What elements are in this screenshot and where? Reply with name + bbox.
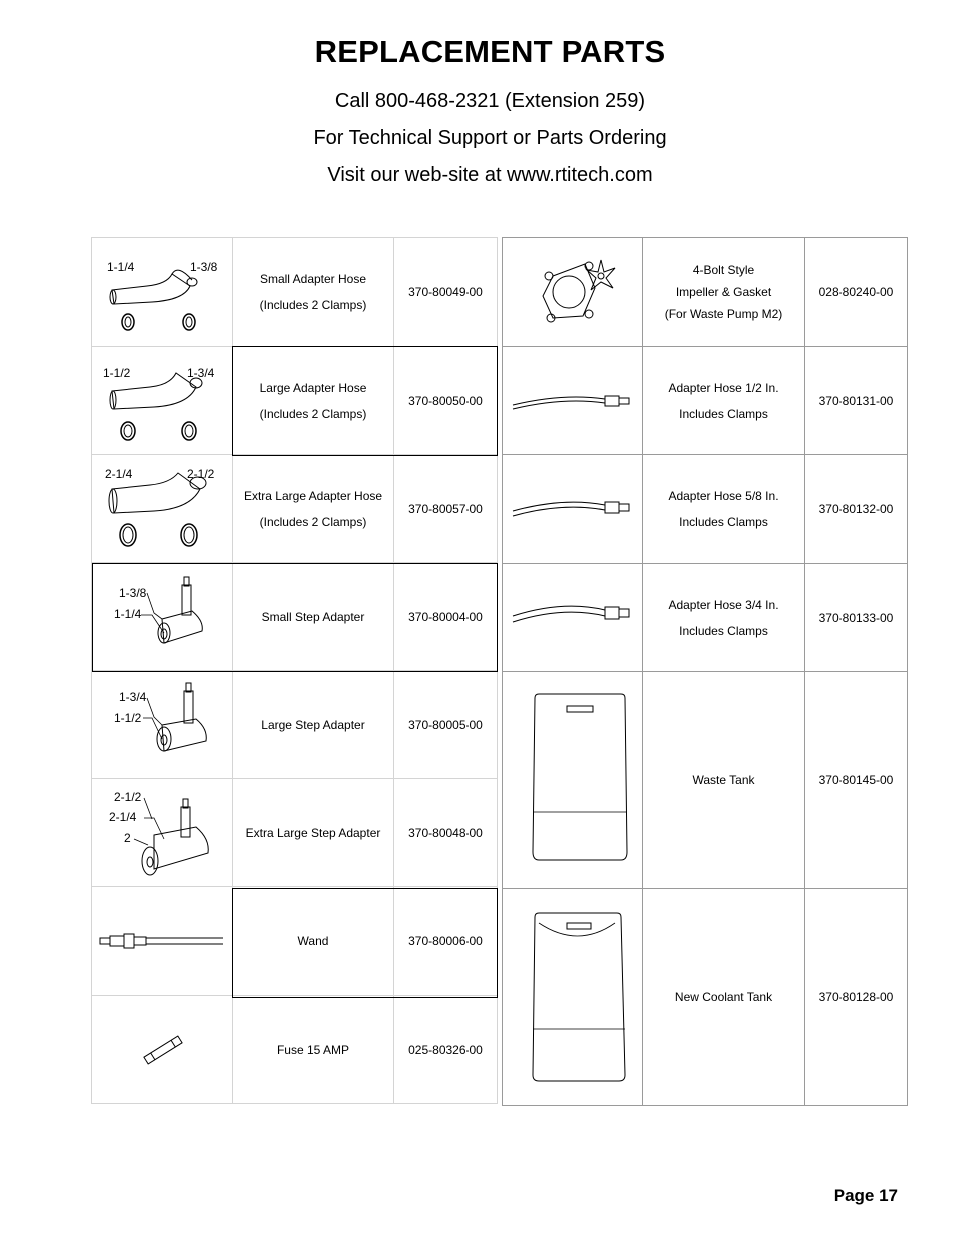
- table-row: [92, 347, 498, 455]
- size-label: 2-1/2: [187, 467, 215, 481]
- wand-icon: [92, 887, 233, 996]
- part-description-note: Impeller & Gasket: [675, 285, 772, 299]
- table-row: [92, 563, 498, 671]
- part-description: Fuse 15 AMP: [233, 996, 394, 1104]
- small-step-adapter-image: [92, 563, 233, 671]
- part-description-note: (Includes 2 Clamps): [259, 298, 367, 312]
- fuse-image: [92, 996, 233, 1104]
- tank-icon: [503, 672, 643, 889]
- table-row: [92, 779, 498, 887]
- fuse-icon: [92, 996, 233, 1104]
- part-description-note: (For Waste Pump M2): [664, 307, 783, 321]
- size-label: 1-1/4: [114, 607, 142, 621]
- elbow-hose-icon: [92, 347, 233, 455]
- small-adapter-hose-image: [92, 238, 233, 347]
- part-description: New Coolant Tank: [643, 889, 805, 1106]
- part-number: 370-80145-00: [805, 672, 908, 889]
- part-number: 370-80004-00: [394, 563, 498, 671]
- size-label: 2: [124, 831, 131, 845]
- table-row: [92, 455, 498, 563]
- size-label: 2-1/2: [114, 790, 142, 804]
- elbow-hose-icon: [92, 455, 233, 563]
- table-row: [503, 347, 908, 455]
- part-description: Adapter Hose 1/2 In.: [668, 380, 779, 395]
- tank-icon: [503, 889, 643, 1106]
- adapter-hose-three-quarter-image: [503, 564, 643, 672]
- table-row: [92, 238, 498, 347]
- part-description: Large Step Adapter: [233, 671, 394, 779]
- part-number: 370-80133-00: [805, 564, 908, 672]
- part-description-note: Includes Clamps: [679, 515, 768, 529]
- phone-line: Call 800-468-2321 (Extension 259): [334, 90, 646, 112]
- impeller-gasket-icon: [503, 238, 643, 347]
- page-number: Page 17: [833, 1186, 898, 1205]
- size-label: 1-3/8: [190, 260, 218, 274]
- part-description: Adapter Hose 5/8 In.: [668, 489, 779, 503]
- size-label: 1-1/2: [114, 711, 142, 725]
- adapter-hose-icon: [503, 347, 643, 455]
- table-row: [503, 455, 908, 564]
- part-number: 370-80132-00: [805, 455, 908, 564]
- part-number: 370-80049-00: [394, 238, 498, 347]
- part-description-note: (Includes 2 Clamps): [259, 406, 367, 421]
- wand-image: [92, 887, 233, 996]
- part-number: 370-80006-00: [394, 887, 498, 996]
- part-description: Small Step Adapter: [233, 563, 394, 671]
- large-step-adapter-image: [92, 671, 233, 779]
- step-adapter-icon: [92, 779, 233, 887]
- part-description: Large Adapter Hose: [259, 380, 367, 395]
- part-number: 370-80005-00: [394, 671, 498, 779]
- table-row: [503, 564, 908, 672]
- table-row: [92, 887, 498, 996]
- size-label: 2-1/4: [105, 467, 133, 481]
- part-description-note: Includes Clamps: [679, 406, 768, 421]
- part-description: Waste Tank: [643, 672, 805, 889]
- part-description-note: (Includes 2 Clamps): [259, 514, 367, 529]
- size-label: 1-1/2: [103, 366, 131, 380]
- size-label: 1-3/4: [119, 690, 147, 704]
- size-label: 1-3/4: [187, 366, 215, 380]
- adapter-hose-five-eighths-image: [503, 455, 643, 564]
- table-row: [92, 996, 498, 1104]
- part-description: Adapter Hose 3/4 In.: [668, 597, 779, 612]
- adapter-hose-icon: [503, 455, 643, 564]
- part-description: Wand: [233, 887, 394, 996]
- adapter-hose-half-image: [503, 347, 643, 455]
- left-parts-table: [91, 237, 498, 1104]
- extra-large-step-adapter-image: [92, 779, 233, 887]
- size-label: 2-1/4: [109, 810, 137, 824]
- website-line: Visit our web-site at www.rtitech.com: [327, 164, 653, 186]
- extra-large-adapter-hose-image: [92, 455, 233, 563]
- step-adapter-icon: [92, 563, 233, 671]
- part-description-note: Includes Clamps: [679, 623, 768, 638]
- table-row: [503, 238, 908, 347]
- table-row: [92, 671, 498, 779]
- support-line: For Technical Support or Parts Ordering: [313, 127, 667, 149]
- impeller-gasket-image: [503, 238, 643, 347]
- step-adapter-icon: [92, 671, 233, 779]
- adapter-hose-icon: [503, 564, 643, 672]
- large-adapter-hose-image: [92, 347, 233, 455]
- part-description: Extra Large Step Adapter: [233, 779, 394, 887]
- right-parts-table: [502, 237, 908, 1106]
- part-number: 025-80326-00: [394, 996, 498, 1104]
- size-label: 1-1/4: [107, 260, 135, 274]
- part-number: 370-80128-00: [805, 889, 908, 1106]
- part-number: 370-80131-00: [805, 347, 908, 455]
- table-row: [503, 889, 908, 1106]
- coolant-tank-image: [503, 889, 643, 1106]
- part-number: 370-80048-00: [394, 779, 498, 887]
- part-number: 370-80050-00: [394, 347, 498, 455]
- part-description: Small Adapter Hose: [259, 272, 367, 286]
- waste-tank-image: [503, 672, 643, 889]
- elbow-hose-icon: [92, 238, 233, 347]
- size-label: 1-3/8: [119, 586, 147, 600]
- part-description: 4-Bolt Style: [692, 263, 755, 277]
- part-number: 028-80240-00: [805, 238, 908, 347]
- page-title: REPLACEMENT PARTS: [314, 34, 666, 69]
- part-description: Extra Large Adapter Hose: [243, 488, 383, 503]
- table-row: [503, 672, 908, 889]
- part-number: 370-80057-00: [394, 455, 498, 563]
